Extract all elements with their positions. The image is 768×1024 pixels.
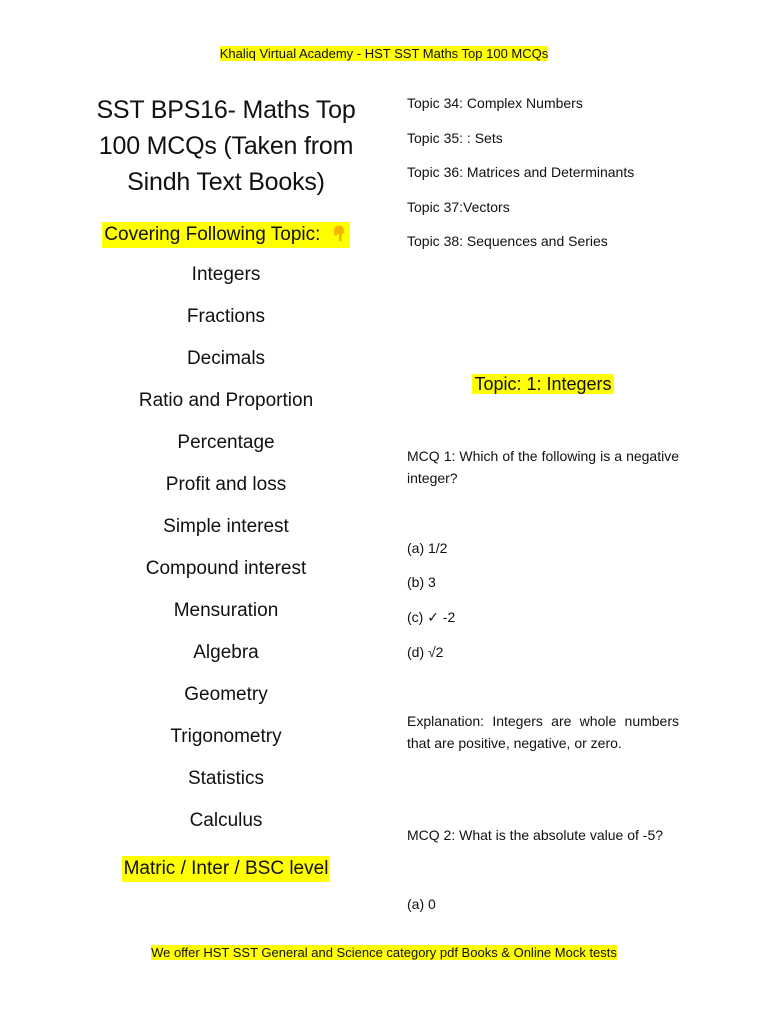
mcq-1-option-c	[407, 607, 455, 627]
toc-item: Topic 38: Sequences and Series	[407, 233, 608, 250]
topic-list	[82, 262, 370, 850]
footer-text: We offer HST SST General and Science category pdf Books & Online Mock tests	[151, 945, 617, 960]
page-footer	[0, 945, 768, 960]
section-title-text: Topic: 1: Integers	[474, 374, 612, 394]
topic-item: Fractions	[186, 306, 266, 327]
check-mark-icon: ✓	[427, 609, 439, 625]
topic-item: Simple interest	[163, 516, 289, 537]
topic-item: Ratio and Proportion	[138, 390, 314, 411]
toc-item: Topic 37:Vectors	[407, 198, 510, 215]
mcq-2-option-a: (a) 0	[407, 896, 436, 912]
topic-item: Statistics	[187, 768, 265, 789]
mcq-2-question: MCQ 2: What is the absolute value of -5?	[407, 827, 664, 843]
title-line-3: Sindh Text Books)	[127, 168, 325, 196]
level-label: Matric / Inter / BSC level	[122, 856, 331, 882]
mcq-1-option-a: (a) 1/2	[407, 540, 448, 556]
mcq-1-option-d: (d) √2	[407, 644, 444, 660]
option-c-value: -2	[442, 609, 456, 625]
topic-item: Algebra	[193, 642, 259, 663]
topic-item: Decimals	[186, 348, 266, 369]
page-title	[82, 92, 370, 200]
topic-item: Percentage	[177, 432, 275, 453]
topic-item: Trigonometry	[170, 726, 282, 747]
option-c-label: (c)	[407, 609, 424, 625]
section-title	[407, 372, 679, 396]
topic-item: Profit and loss	[165, 474, 287, 495]
covering-topics-label	[102, 222, 349, 248]
covering-label-text: Covering Following Topic:	[104, 224, 321, 245]
topic-item: Mensuration	[173, 600, 279, 621]
topic-item: Geometry	[184, 684, 268, 705]
title-line-1: SST BPS16- Maths Top	[96, 96, 356, 124]
mcq-1-question: MCQ 1: Which of the following is a negative integer?	[407, 448, 679, 486]
toc-item: Topic 34: Complex Numbers	[407, 95, 583, 111]
topic-item: Integers	[191, 264, 261, 285]
page-header	[0, 46, 768, 61]
toc-item: Topic 36: Matrices and Determinants	[407, 164, 635, 181]
topic-item: Compound interest	[145, 558, 307, 579]
right-column	[407, 94, 679, 912]
mcq-1-explanation: Explanation: Integers are whole numbers that are positive, negative, or zero.	[407, 713, 679, 751]
header-text: Khaliq Virtual Academy - HST SST Maths Top 100 MCQs	[219, 46, 549, 61]
mcq-1-option-b: (b) 3	[407, 574, 436, 590]
toc-item: Topic 35: : Sets	[407, 129, 503, 146]
left-column	[82, 92, 370, 882]
topic-item: Calculus	[189, 810, 263, 831]
pointing-down-hand-icon	[330, 225, 348, 243]
title-line-2: 100 MCQs (Taken from	[98, 132, 354, 160]
topic-toc	[407, 94, 679, 267]
